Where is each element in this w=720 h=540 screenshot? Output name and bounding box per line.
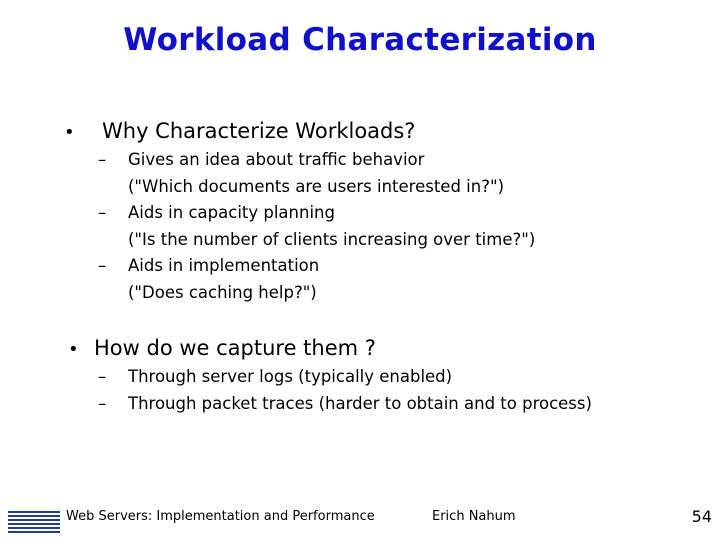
dash-marker: – bbox=[98, 203, 107, 222]
slide-title: Workload Characterization bbox=[123, 22, 597, 58]
sub-item-text: Aids in implementation bbox=[128, 256, 320, 275]
dash-marker: – bbox=[98, 393, 107, 413]
dash-marker: – bbox=[98, 367, 107, 386]
sub-list-why bbox=[98, 147, 535, 306]
sub-item-continuation bbox=[98, 174, 535, 201]
sub-item-continuation bbox=[98, 280, 535, 307]
bullet-dot: • bbox=[64, 122, 75, 143]
bullet-dot: • bbox=[68, 339, 79, 360]
bullet-heading-why: Why Characterize Workloads? bbox=[102, 119, 416, 143]
ibm-logo-text bbox=[12, 511, 55, 533]
bullet-why-characterize bbox=[64, 119, 415, 143]
dash-marker: – bbox=[98, 256, 107, 275]
sub-list-how bbox=[98, 364, 592, 417]
sub-item-text: ("Is the number of clients increasing over time?") bbox=[128, 229, 536, 249]
footer-course-title: Web Servers: Implementation and Performance bbox=[66, 509, 375, 524]
sub-item bbox=[98, 391, 592, 418]
sub-item bbox=[98, 147, 535, 174]
ibm-logo bbox=[8, 511, 60, 533]
sub-item-text: Through server logs (typically enabled) bbox=[128, 367, 453, 386]
sub-item-text: Gives an idea about traffic behavior bbox=[128, 150, 425, 169]
sub-item-text: Aids in capacity planning bbox=[128, 203, 335, 222]
page-number: 54 bbox=[691, 507, 712, 526]
bullet-how-capture bbox=[68, 336, 376, 360]
footer-author: Erich Nahum bbox=[432, 509, 516, 524]
sub-item bbox=[98, 200, 535, 227]
dash-marker: – bbox=[98, 150, 107, 169]
sub-item-continuation bbox=[98, 227, 535, 254]
sub-item-text: ("Does caching help?") bbox=[128, 282, 317, 302]
sub-item bbox=[98, 253, 535, 280]
sub-item-text: ("Which documents are users interested in?") bbox=[128, 176, 505, 196]
bullet-heading-how: How do we capture them ? bbox=[94, 336, 376, 360]
sub-item-text: Through packet traces (harder to obtain and to process) bbox=[128, 393, 592, 413]
sub-item bbox=[98, 364, 592, 391]
